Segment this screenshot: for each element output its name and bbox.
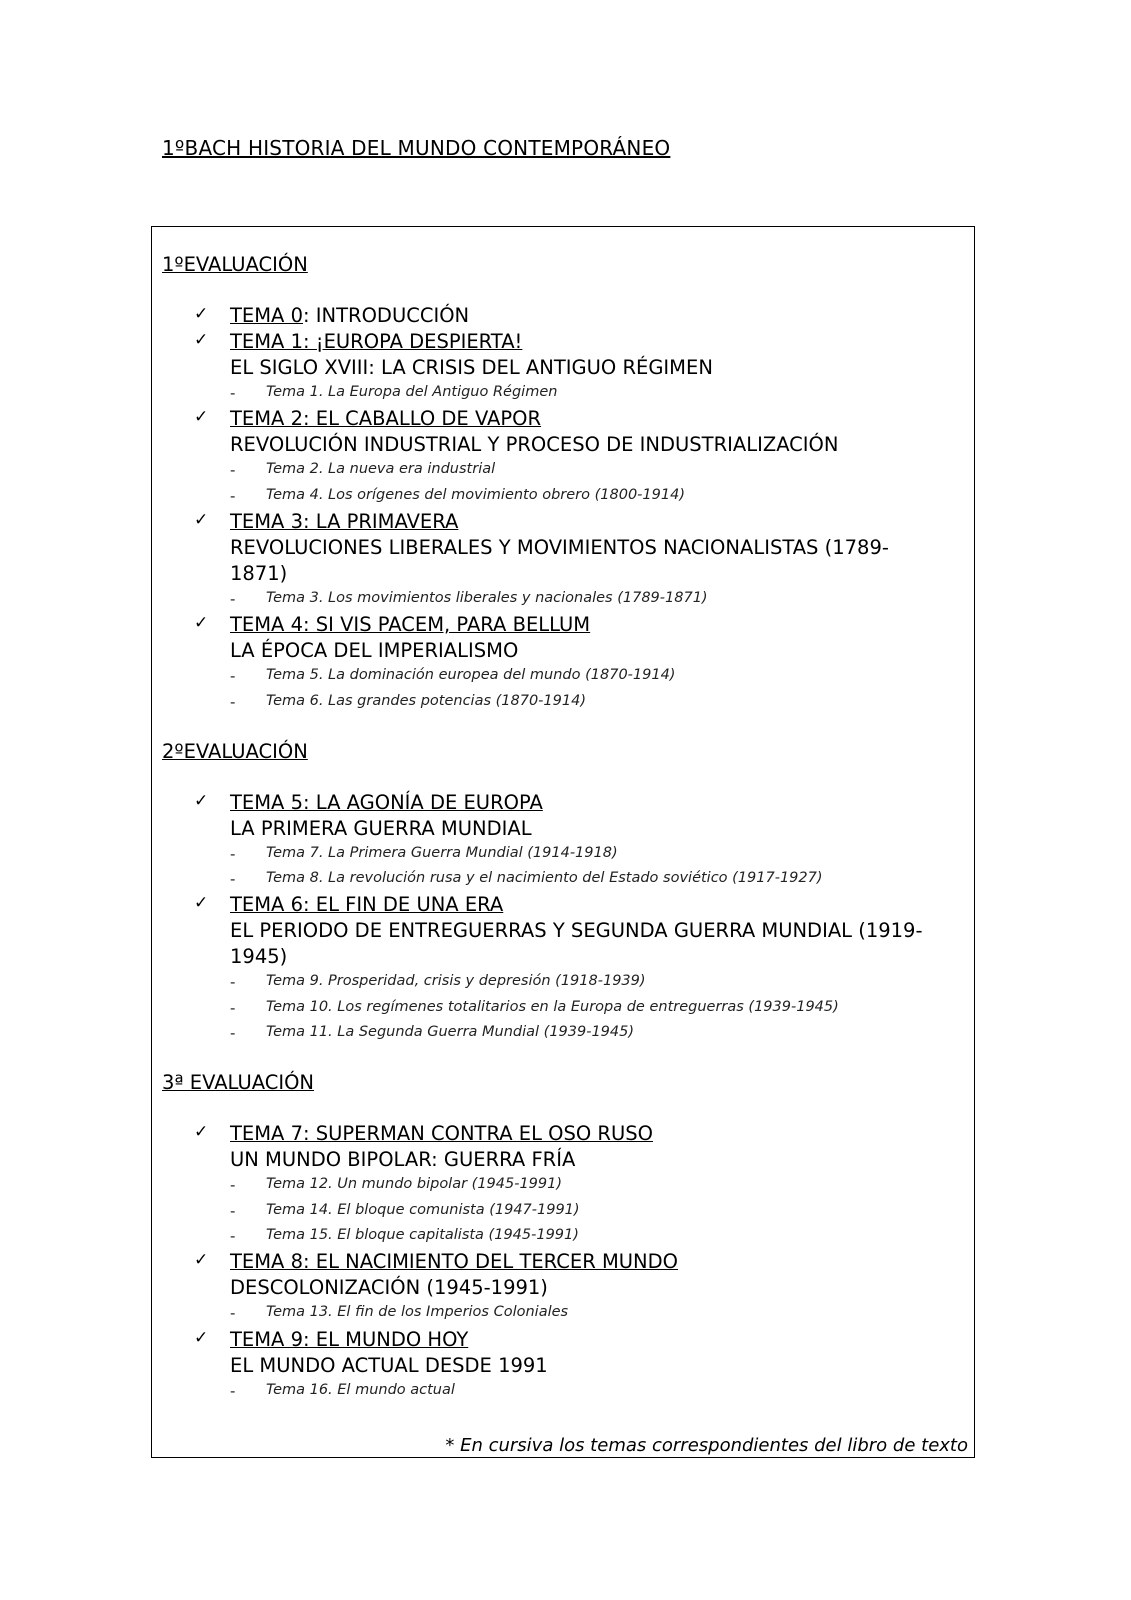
checkmark-icon: ✓ <box>194 407 209 428</box>
evaluation-title: 1ºEVALUACIÓN <box>162 253 308 276</box>
tema-subtitle: LA ÉPOCA DEL IMPERIALISMO <box>230 639 519 663</box>
tema-heading-underlined: TEMA 4: SI VIS PACEM, PARA BELLUM <box>230 613 591 637</box>
textbook-unit-label: Tema 11. La Segunda Guerra Mundial (1939-1945) <box>266 1024 635 1040</box>
textbook-unit-label: Tema 14. El bloque comunista (1947-1991) <box>266 1201 580 1218</box>
tema-heading-underlined: TEMA 7: SUPERMAN CONTRA EL OSO RUSO <box>230 1122 653 1146</box>
dash-bullet: - <box>230 384 236 402</box>
tema-heading-underlined: TEMA 9: EL MUNDO HOY <box>230 1327 469 1351</box>
dash-bullet: - <box>230 973 236 992</box>
tema-subtitle-continued: 1871) <box>230 561 288 585</box>
page-title: 1ºBACH HISTORIA DEL MUNDO CONTEMPORÁNEO <box>162 136 671 160</box>
dash-bullet: - <box>230 486 236 505</box>
tema-subtitle: DESCOLONIZACIÓN (1945-1991) <box>230 1276 548 1300</box>
dash-bullet: - <box>230 1201 236 1220</box>
tema-heading <box>230 304 469 327</box>
checkmark-icon: ✓ <box>194 1250 209 1271</box>
checkmark-icon: ✓ <box>194 509 209 530</box>
evaluation-title: 3ª EVALUACIÓN <box>162 1071 315 1095</box>
tema-subtitle: LA PRIMERA GUERRA MUNDIAL <box>230 816 532 840</box>
dash-bullet: - <box>230 870 236 889</box>
textbook-unit-label: Tema 8. La revolución rusa y el nacimiento del Estado soviético (1917-1927) <box>266 870 823 887</box>
dash-bullet: - <box>230 589 236 608</box>
tema-heading <box>230 1328 468 1351</box>
dash-bullet: - <box>230 692 236 711</box>
textbook-unit-label: Tema 6. Las grandes potencias (1870-1914) <box>266 692 586 709</box>
footnote: * En cursiva los temas correspondientes del libro de texto <box>445 1435 968 1456</box>
tema-heading-underlined: TEMA 6: EL FIN DE UNA ERA <box>230 893 504 917</box>
dash-bullet: - <box>230 1176 236 1195</box>
tema-heading-underlined: TEMA 3: LA PRIMAVERA <box>230 509 459 533</box>
textbook-unit-label: Tema 1. La Europa del Antiguo Régimen <box>266 384 558 400</box>
tema-heading-underlined: TEMA 0 <box>230 304 304 327</box>
tema-heading-underlined: TEMA 1: ¡EUROPA DESPIERTA! <box>230 330 523 353</box>
tema-subtitle: REVOLUCIONES LIBERALES Y MOVIMIENTOS NACIONALISTAS (1789- <box>230 535 889 559</box>
dash-bullet: - <box>230 1381 236 1400</box>
tema-heading <box>230 1122 653 1145</box>
textbook-unit-label: Tema 5. La dominación europea del mundo (1870-1914) <box>266 667 676 684</box>
tema-heading-underlined: TEMA 8: EL NACIMIENTO DEL TERCER MUNDO <box>230 1250 678 1274</box>
dash-bullet: - <box>230 844 236 863</box>
dash-bullet: - <box>230 461 236 480</box>
checkmark-icon: ✓ <box>194 1327 209 1348</box>
tema-heading <box>230 791 543 814</box>
checkmark-icon: ✓ <box>194 893 209 914</box>
dash-bullet: - <box>230 998 236 1017</box>
checkmark-icon: ✓ <box>194 790 209 811</box>
tema-heading <box>230 893 503 916</box>
evaluation-title: 2ºEVALUACIÓN <box>162 739 308 763</box>
tema-subtitle: EL MUNDO ACTUAL DESDE 1991 <box>230 1353 548 1377</box>
textbook-unit-label: Tema 16. El mundo actual <box>266 1381 455 1398</box>
tema-heading <box>230 510 458 533</box>
tema-heading <box>230 1250 678 1273</box>
textbook-unit-label: Tema 4. Los orígenes del movimiento obrero (1800-1914) <box>266 486 685 503</box>
textbook-unit-label: Tema 9. Prosperidad, crisis y depresión (1918-1939) <box>266 973 646 990</box>
textbook-unit-label: Tema 13. El fin de los Imperios Coloniales <box>266 1304 569 1321</box>
textbook-unit-label: Tema 7. La Primera Guerra Mundial (1914-1918) <box>266 844 618 861</box>
textbook-unit-label: Tema 15. El bloque capitalista (1945-1991) <box>266 1226 579 1243</box>
tema-heading-underlined: TEMA 5: LA AGONÍA DE EUROPA <box>230 790 543 814</box>
tema-subtitle-continued: 1945) <box>230 945 288 969</box>
tema-heading-rest: : INTRODUCCIÓN <box>303 304 470 327</box>
tema-heading <box>230 613 590 636</box>
checkmark-icon: ✓ <box>194 613 209 634</box>
textbook-unit-label: Tema 2. La nueva era industrial <box>266 461 496 478</box>
checkmark-icon: ✓ <box>194 1122 209 1143</box>
dash-bullet: - <box>230 1226 236 1245</box>
syllabus-box <box>151 226 975 1458</box>
tema-subtitle: UN MUNDO BIPOLAR: GUERRA FRÍA <box>230 1148 576 1172</box>
tema-heading-underlined: TEMA 2: EL CABALLO DE VAPOR <box>230 407 542 431</box>
dash-bullet: - <box>230 667 236 686</box>
textbook-unit-label: Tema 12. Un mundo bipolar (1945-1991) <box>266 1176 563 1193</box>
dash-bullet: - <box>230 1024 236 1042</box>
tema-heading <box>230 407 541 430</box>
checkmark-icon: ✓ <box>194 304 209 324</box>
dash-bullet: - <box>230 1304 236 1323</box>
tema-subtitle: REVOLUCIÓN INDUSTRIAL Y PROCESO DE INDUSTRIALIZACIÓN <box>230 433 839 457</box>
tema-heading <box>230 330 522 353</box>
tema-subtitle: EL SIGLO XVIII: LA CRISIS DEL ANTIGUO RÉGIMEN <box>230 356 713 379</box>
textbook-unit-label: Tema 3. Los movimientos liberales y nacionales (1789-1871) <box>266 589 708 606</box>
tema-subtitle: EL PERIODO DE ENTREGUERRAS Y SEGUNDA GUERRA MUNDIAL (1919- <box>230 919 923 943</box>
textbook-unit-label: Tema 10. Los regímenes totalitarios en la Europa de entreguerras (1939-1945) <box>266 998 839 1015</box>
checkmark-icon: ✓ <box>194 330 209 350</box>
